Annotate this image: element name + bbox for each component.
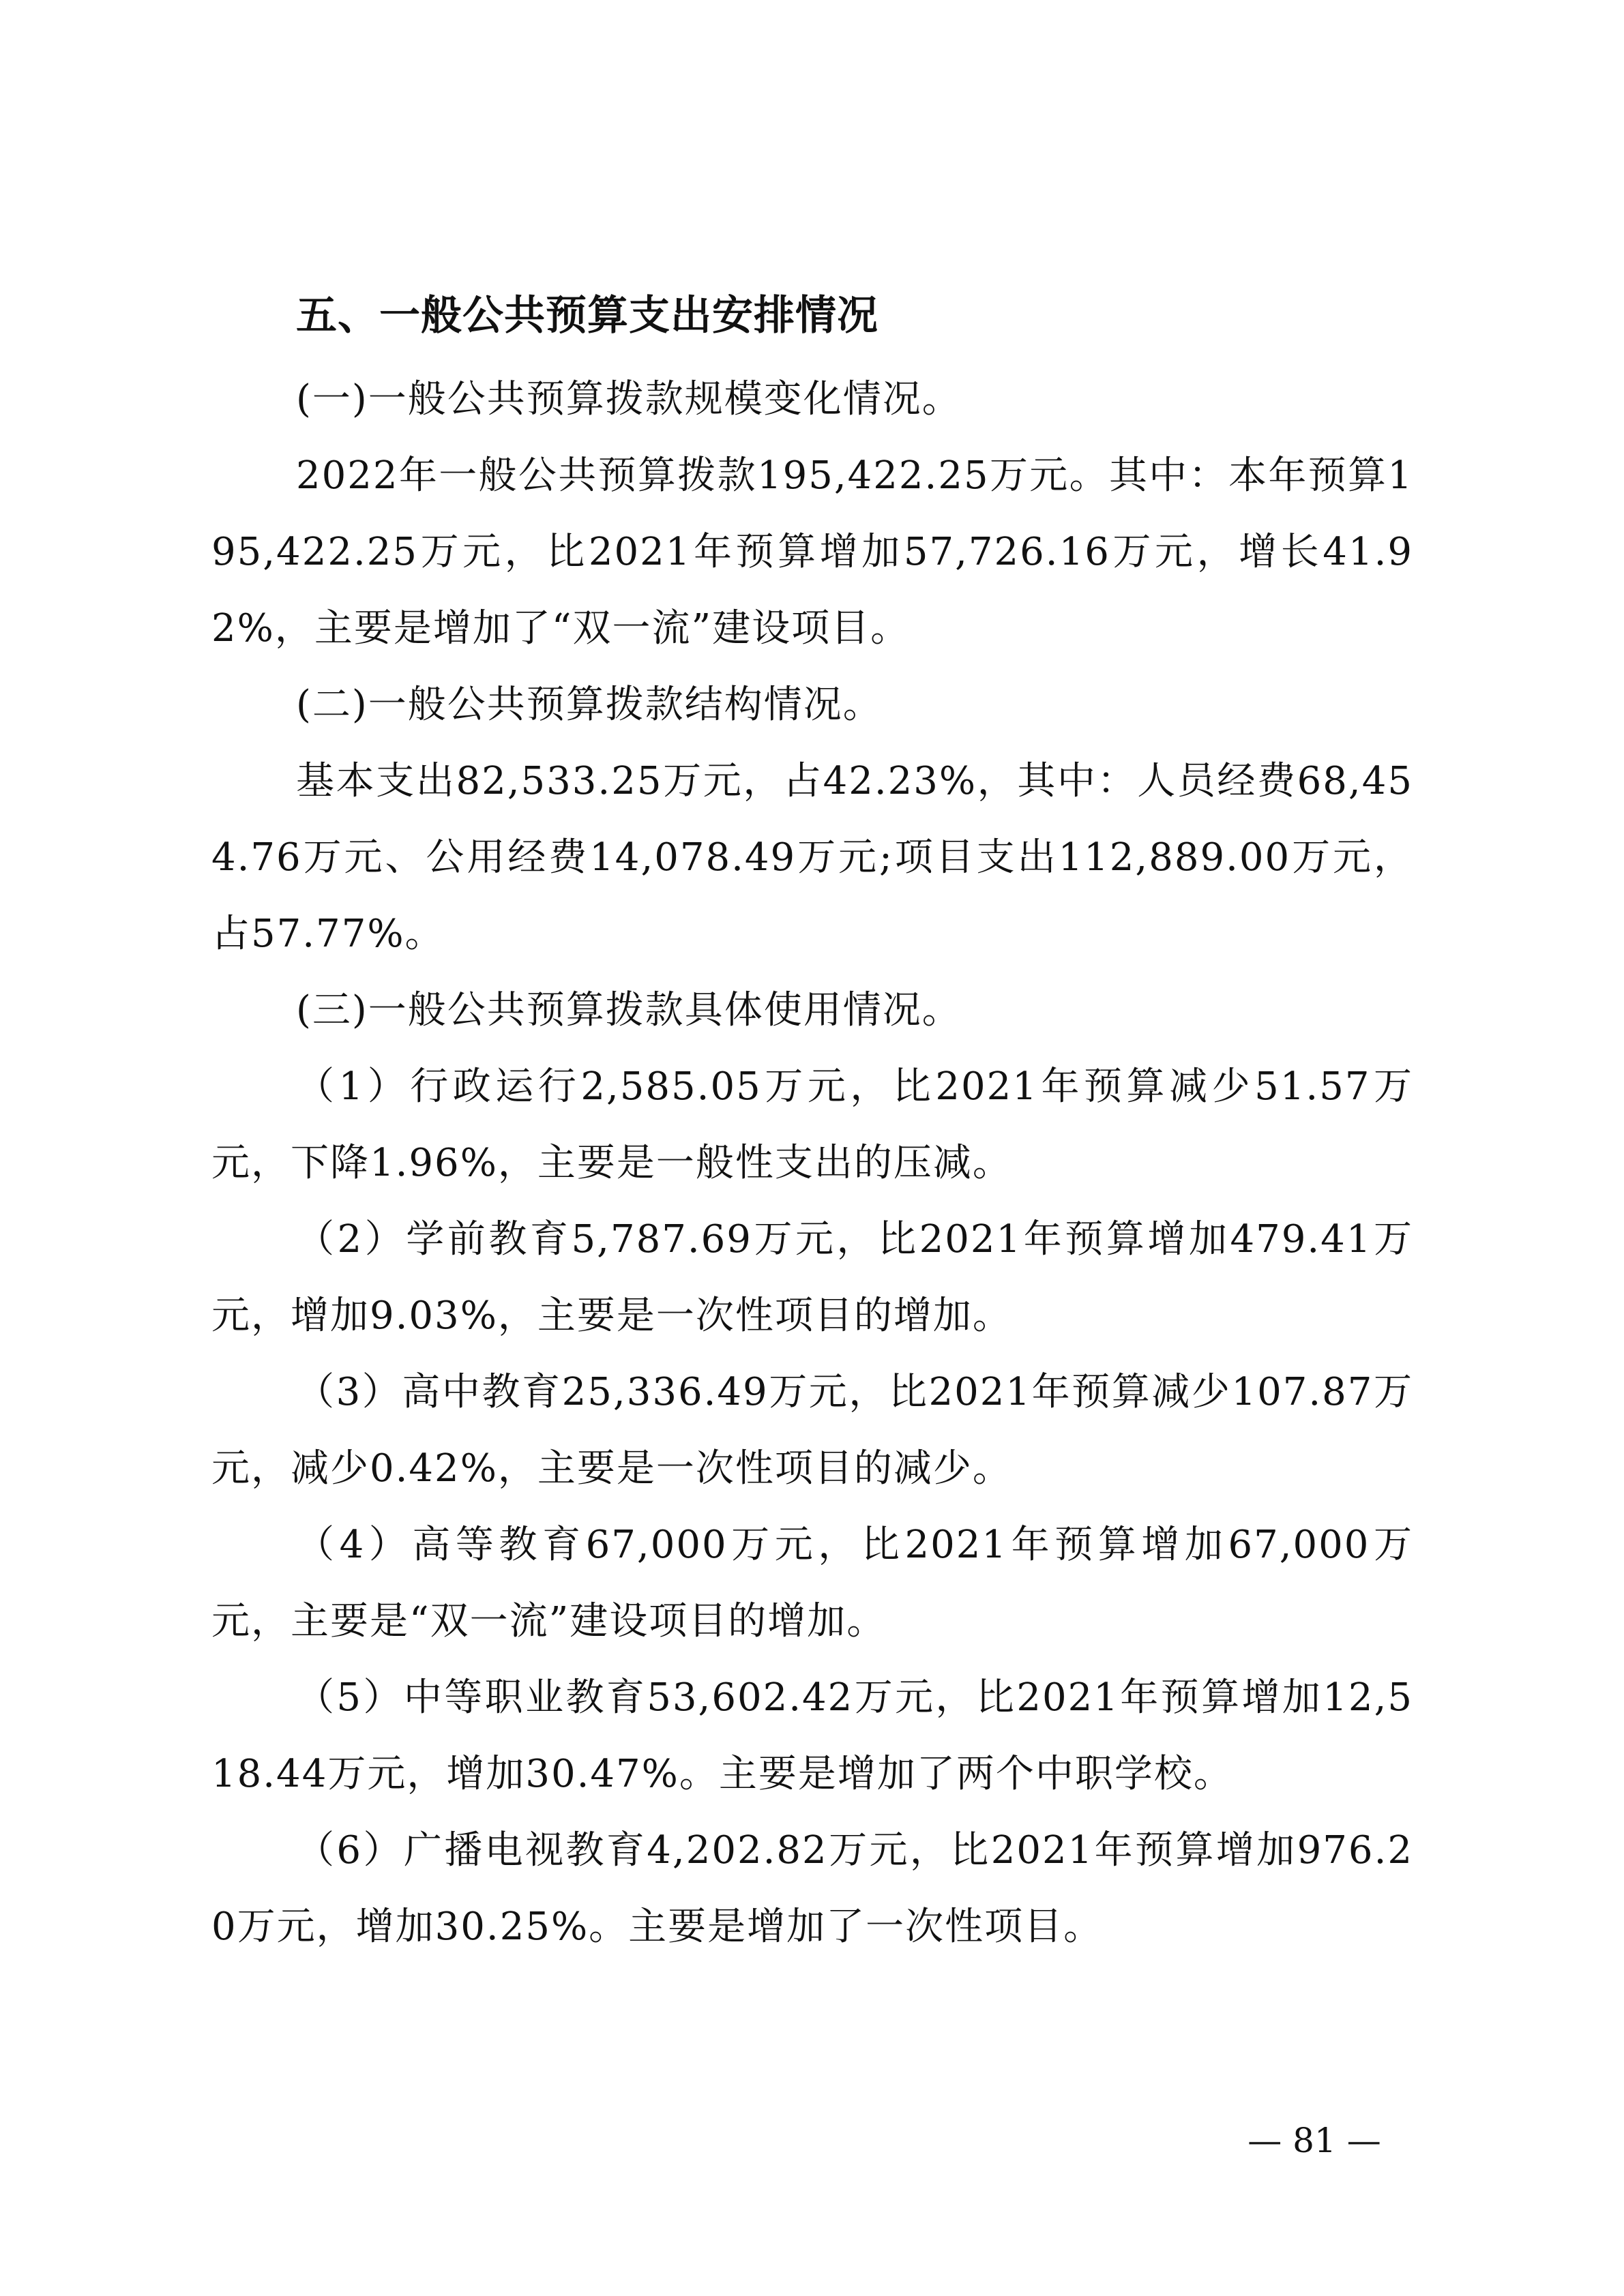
- paragraph-item-3: （3）高中教育25,336.49万元，比2021年预算减少107.87万元，减少0.42%，主要是一次性项目的减少。: [211, 1370, 1413, 1491]
- paragraph-item-4: （4）高等教育67,000万元，比2021年预算增加67,000万元，主要是“双一流”建设项目的增加。: [211, 1523, 1413, 1643]
- paragraph-item-1: （1）行政运行2,585.05万元，比2021年预算减少51.57万元，下降1.96%，主要是一般性支出的压减。: [211, 1064, 1413, 1185]
- section-title: 五、一般公共预算支出安排情况: [296, 292, 879, 340]
- subsection-title-3: (三)一般公共预算拨款具体使用情况。: [296, 988, 962, 1032]
- paragraph-item-2: （2）学前教育5,787.69万元，比2021年预算增加479.41万元，增加9.03%，主要是一次性项目的增加。: [211, 1217, 1413, 1338]
- paragraph-item-5: （5）中等职业教育53,602.42万元，比2021年预算增加12,518.44万元，增加30.47%。主要是增加了两个中职学校。: [211, 1675, 1413, 1796]
- paragraph-budget-structure: 基本支出82,533.25万元，占42.23%，其中：人员经费68,454.76万元、公用经费14,078.49万元;项目支出112,889.00万元，占57.77%。: [211, 759, 1413, 956]
- document-body: [211, 285, 1413, 1965]
- subsection-title-1: (一)一般公共预算拨款规模变化情况。: [296, 377, 962, 421]
- subsection-title-2: (二)一般公共预算拨款结构情况。: [296, 683, 883, 727]
- page-number: — 81 —: [1247, 2121, 1381, 2160]
- paragraph-budget-scale: 2022年一般公共预算拨款195,422.25万元。其中：本年预算195,422.25万元，比2021年预算增加57,726.16万元，增长41.92%，主要是增加了“双一流”建设项目。: [211, 453, 1413, 651]
- paragraph-item-6: （6）广播电视教育4,202.82万元，比2021年预算增加976.20万元，增加30.25%。主要是增加了一次性项目。: [211, 1828, 1413, 1949]
